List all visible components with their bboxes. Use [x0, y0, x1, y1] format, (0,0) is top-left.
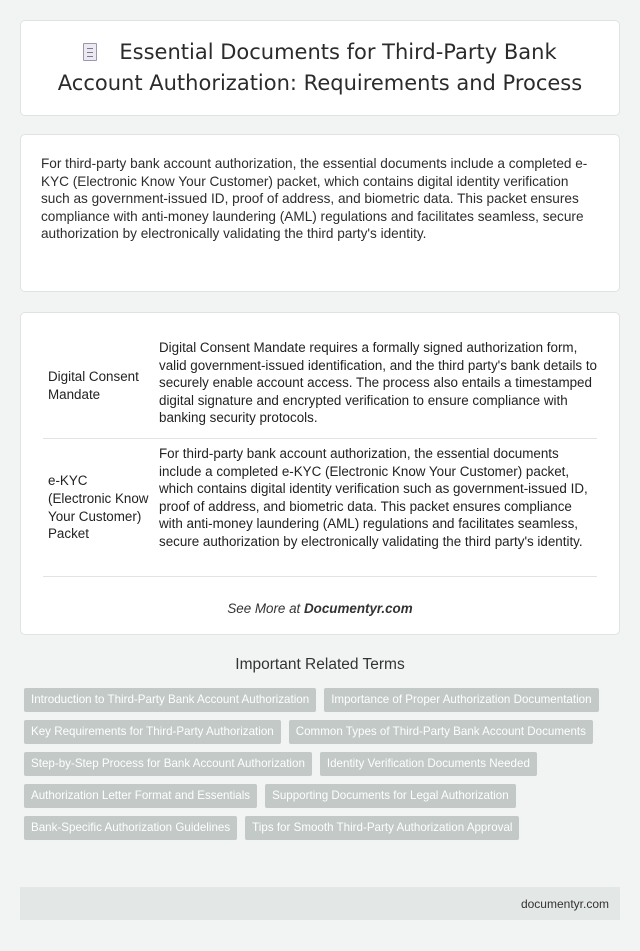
intro-card — [20, 134, 620, 292]
table-row — [43, 439, 597, 577]
see-more-site[interactable]: Documentyr.com — [304, 601, 413, 616]
related-terms-list — [24, 688, 620, 848]
related-term-tag[interactable]: Step-by-Step Process for Bank Account Authorization — [24, 752, 312, 776]
intro-paragraph: For third-party bank account authorization, the essential documents include a completed e-KYC (Electronic Know Your Customer) packet, which contains digital identity verification such as government-issued ID, proof of address, and biometric data. This packet ensures compliance with anti-money laundering (AML) regulations and facilitates seamless, secure authorization by electronically validating the third party's identity. — [41, 156, 588, 242]
page-title-text: Essential Documents for Third-Party Bank Account Authorization: Requirements and Process — [57, 40, 583, 95]
related-term-tag[interactable]: Identity Verification Documents Needed — [320, 752, 537, 776]
see-more-link[interactable] — [43, 601, 597, 616]
title-card — [20, 20, 620, 116]
related-term-tag[interactable]: Key Requirements for Third-Party Authorization — [24, 720, 281, 744]
footer-site-link[interactable]: documentyr.com — [520, 897, 609, 911]
footer — [20, 887, 620, 920]
page-title — [45, 37, 595, 99]
table-term: e-KYC (Electronic Know Your Customer) Packet — [48, 473, 149, 542]
documents-table-card — [20, 312, 620, 635]
related-term-tag[interactable]: Bank-Specific Authorization Guidelines — [24, 816, 237, 840]
related-term-tag[interactable]: Authorization Letter Format and Essentials — [24, 784, 257, 808]
related-term-tag[interactable]: Introduction to Third-Party Bank Account Authorization — [24, 688, 316, 712]
document-icon — [83, 43, 97, 61]
related-term-tag[interactable]: Tips for Smooth Third-Party Authorization Approval — [245, 816, 519, 840]
table-description: For third-party bank account authorization, the essential documents include a completed e-KYC (Electronic Know Your Customer) packet, which contains digital identity verification such as government-issued ID, proof of address, and biometric data. This packet ensures compliance with anti-money laundering (AML) regulations and facilitates seamless, secure authorization by electronically validating the third party's identity. — [159, 446, 588, 549]
see-more-prefix: See More at — [227, 601, 304, 616]
related-term-tag[interactable]: Common Types of Third-Party Bank Account Documents — [289, 720, 593, 744]
table-row — [43, 333, 597, 439]
related-term-tag[interactable]: Supporting Documents for Legal Authorization — [265, 784, 516, 808]
related-term-tag[interactable]: Importance of Proper Authorization Documentation — [324, 688, 598, 712]
table-term: Digital Consent Mandate — [48, 368, 139, 402]
table-description: Digital Consent Mandate requires a formally signed authorization form, valid government-issued identification, and the third party's bank details to securely enable account access. The process also entails a timestamped digital signature and encrypted verification to ensure compliance with banking security protocols. — [159, 340, 598, 426]
related-terms-heading: Important Related Terms — [235, 656, 405, 673]
